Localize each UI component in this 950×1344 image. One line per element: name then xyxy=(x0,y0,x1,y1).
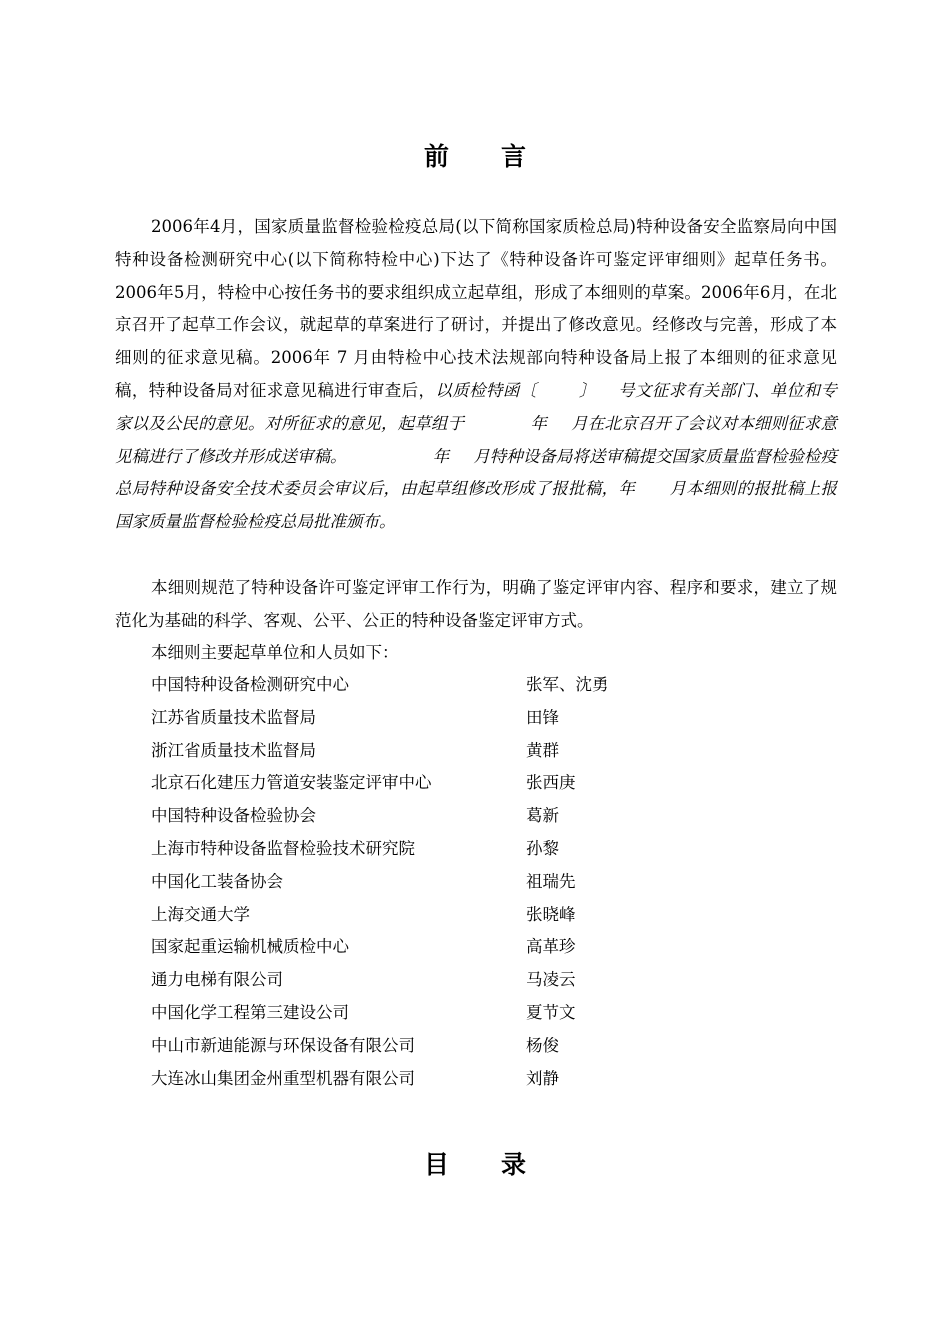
drafter-people: 黄群 xyxy=(526,740,559,760)
drafter-people: 葛新 xyxy=(526,806,559,826)
drafter-org: 北京石化建压力管道安装鉴定评审中心 xyxy=(151,773,432,793)
list-item xyxy=(151,866,711,899)
drafter-org: 上海交通大学 xyxy=(151,904,250,924)
paragraph-text: 月特种设备局将送审稿提交国家质量监督检验检疫总局特种设备安全技术委员会审议后，由起草组修改形成了报批稿， xyxy=(115,446,838,499)
paragraph-text: 〕 xyxy=(578,380,596,400)
list-item xyxy=(151,800,711,833)
list-item xyxy=(151,1030,711,1063)
list-item xyxy=(151,1063,711,1096)
list-item xyxy=(151,669,711,702)
list-item xyxy=(151,702,711,735)
drafter-people: 张西庚 xyxy=(526,773,576,793)
drafter-people: 田锋 xyxy=(526,707,559,727)
paragraph-text: 年 xyxy=(530,413,547,433)
list-item xyxy=(151,931,711,964)
drafter-people: 张晓峰 xyxy=(526,904,576,924)
drafter-people: 夏节文 xyxy=(526,1002,576,1022)
drafter-people: 刘静 xyxy=(526,1068,559,1088)
drafters-list xyxy=(151,669,711,1095)
drafter-org: 中国特种设备检验协会 xyxy=(151,806,316,826)
drafter-org: 中山市新迪能源与环保设备有限公司 xyxy=(151,1035,415,1055)
paragraph-text: 以质检特函〔 xyxy=(435,380,537,400)
drafter-org: 浙江省质量技术监督局 xyxy=(151,740,316,760)
paragraph-text: 年 xyxy=(432,446,450,466)
preface-paragraph-2: 本细则规范了特种设备许可鉴定评审工作行为，明确了鉴定评审内容、程序和要求，建立了规范化为基础的科学、客观、公平、公正的特种设备鉴定评审方式。 xyxy=(115,578,837,630)
drafter-people: 马凌云 xyxy=(526,970,576,990)
drafter-people: 祖瑞先 xyxy=(526,871,576,891)
drafter-org: 中国化工装备协会 xyxy=(151,871,283,891)
paragraph-text: 月本细则的报批稿上报国家质量监督检验检疫总局批准颁布。 xyxy=(115,479,838,532)
drafter-people: 高革珍 xyxy=(526,937,576,957)
drafter-org: 中国特种设备检测研究中心 xyxy=(151,675,349,694)
paragraph-text: 号文征求有关部门、单位和专家以及公民的意见。对所征求的意见，起草组于 xyxy=(115,380,838,433)
drafter-org: 上海市特种设备监督检验技术研究院 xyxy=(151,838,415,858)
preface-paragraph-1 xyxy=(115,211,837,539)
drafter-org: 国家起重运输机械质检中心 xyxy=(151,937,349,957)
list-item xyxy=(151,735,711,768)
paragraph-text: 月在北京召开了会议对本细则征求意见稿进行了修改并形成送审稿。 xyxy=(115,413,838,466)
paragraph-text: 年 xyxy=(618,479,636,499)
drafter-people: 孙黎 xyxy=(526,838,559,858)
preface-title: 前言 xyxy=(423,142,578,171)
list-item xyxy=(151,964,711,997)
preface-paragraph-3: 本细则主要起草单位和人员如下： xyxy=(151,643,399,662)
drafter-org: 江苏省质量技术监督局 xyxy=(151,707,316,727)
list-item xyxy=(151,833,711,866)
paragraph-text: 2006年4月，国家质量监督检验检疫总局(以下简称国家质检总局)特种设备安全监察局向中国特种设备检测研究中心(以下简称特检中心)下达了《特种设备许可鉴定评审细则》起草任务书。2006年5月，特检中心按任务书的要求组织成立起草组，形成了本细则的草案。2006年6月，在北京召开了起草工作会议，就起草的草案进行了研讨，并提出了修改意见。经修改与完善，形成了本细则的征求意见稿。2006年 7 月由特检中心技术法规部向特种设备局上报了本细则的征求意见稿，特种设备局对征求意见稿进行审查后， xyxy=(115,217,837,400)
drafter-people: 杨俊 xyxy=(526,1035,559,1055)
drafter-people: 张军、沈勇 xyxy=(526,675,609,694)
drafter-org: 通力电梯有限公司 xyxy=(151,970,283,990)
drafter-org: 中国化学工程第三建设公司 xyxy=(151,1002,349,1022)
drafter-org: 大连冰山集团金州重型机器有限公司 xyxy=(151,1068,415,1088)
list-item xyxy=(151,899,711,932)
list-item xyxy=(151,767,711,800)
toc-title: 目录 xyxy=(423,1150,578,1179)
list-item xyxy=(151,997,711,1030)
